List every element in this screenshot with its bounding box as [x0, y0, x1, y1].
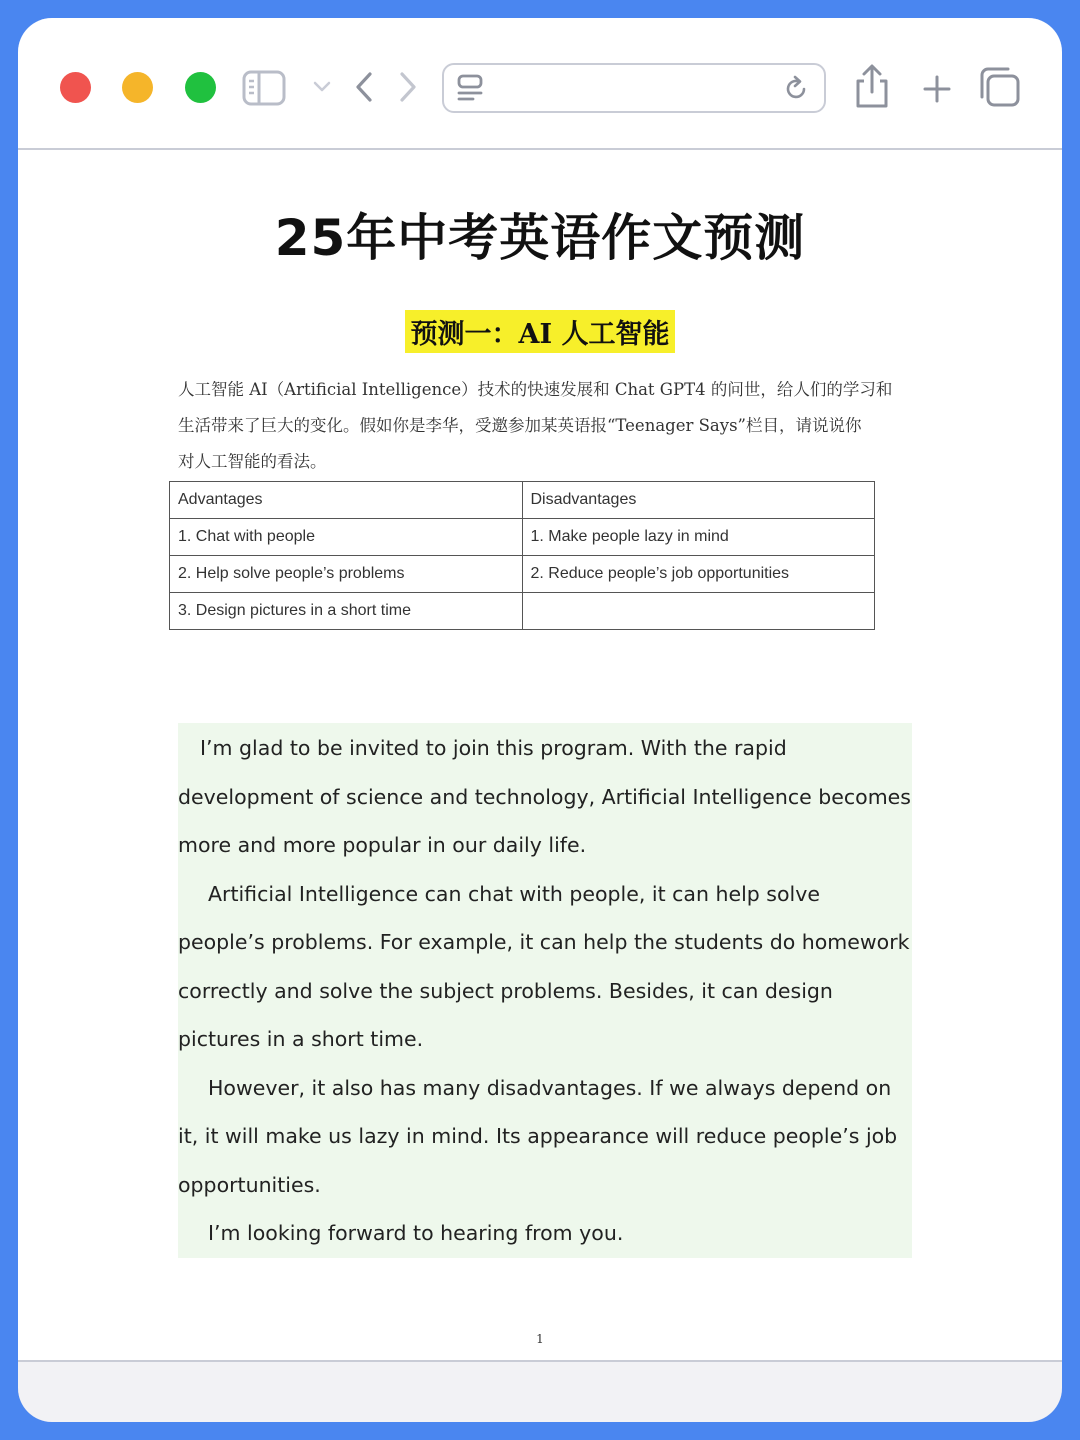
back-button[interactable] — [352, 70, 378, 104]
share-icon[interactable] — [850, 62, 894, 110]
writing-prompt — [178, 372, 918, 480]
table-cell: 3. Design pictures in a short time — [170, 593, 523, 630]
table-cell — [522, 593, 875, 630]
highlighted-subtitle: 预测一：AI 人工智能 — [405, 310, 676, 353]
table-header-cell: Advantages — [170, 482, 523, 519]
page-number: 1 — [536, 1332, 544, 1346]
minimize-button[interactable] — [122, 72, 153, 103]
reader-icon[interactable] — [456, 74, 486, 102]
zoom-button[interactable] — [185, 72, 216, 103]
close-button[interactable] — [60, 72, 91, 103]
sidebar-icon[interactable] — [242, 70, 286, 106]
address-bar[interactable] — [442, 63, 826, 113]
browser-toolbar — [18, 18, 1062, 150]
forward-button[interactable] — [394, 70, 420, 104]
bottom-bar — [18, 1360, 1062, 1422]
subtitle-wrap — [18, 310, 1062, 353]
reload-icon[interactable] — [784, 74, 810, 102]
essay-paragraph: I’m looking forward to hearing from you. — [208, 1221, 624, 1245]
table-row — [170, 556, 875, 593]
plus-icon[interactable] — [922, 74, 952, 104]
table-cell: 2. Reduce people’s job opportunities — [522, 556, 875, 593]
document-page — [18, 150, 1062, 1360]
essay-paragraph: Artificial Intelligence can chat with people, it can help solve people’s problems. For example, it can help the students do homework correctly and solve the subject problems. Besides, it can design pictures in a short time. — [178, 881, 910, 1051]
prompt-line: 对人工智能的看法。 — [178, 452, 327, 471]
comparison-table — [169, 481, 875, 630]
chevron-down-icon[interactable] — [312, 80, 332, 94]
table-header-row — [170, 482, 875, 519]
essay-paragraph: However, it also has many disadvantages. If we always depend on it, it will make us lazy in mind. Its appearance will reduce people’s job opportunities. — [178, 1075, 898, 1197]
browser-window — [18, 18, 1062, 1422]
table-cell: 1. Chat with people — [170, 519, 523, 556]
prompt-line: 生活带来了巨大的变化。假如你是李华，受邀参加某英语报“Teenager Says”栏目，请说说你 — [178, 416, 862, 435]
prompt-line: 人工智能 AI（Artificial Intelligence）技术的快速发展和 Chat GPT4 的问世，给人们的学习和 — [178, 380, 893, 399]
table-row — [170, 593, 875, 630]
page-title: 25年中考英语作文预测 — [274, 209, 806, 267]
table-cell: 1. Make people lazy in mind — [522, 519, 875, 556]
tabs-icon[interactable] — [978, 66, 1022, 108]
essay-block — [178, 723, 912, 1258]
table-row — [170, 519, 875, 556]
table-header-cell: Disadvantages — [522, 482, 875, 519]
essay-paragraph: I’m glad to be invited to join this program. With the rapid development of science and technology, Artificial Intelligence becomes more and more popular in our daily life. — [178, 736, 911, 857]
table-cell: 2. Help solve people’s problems — [170, 556, 523, 593]
